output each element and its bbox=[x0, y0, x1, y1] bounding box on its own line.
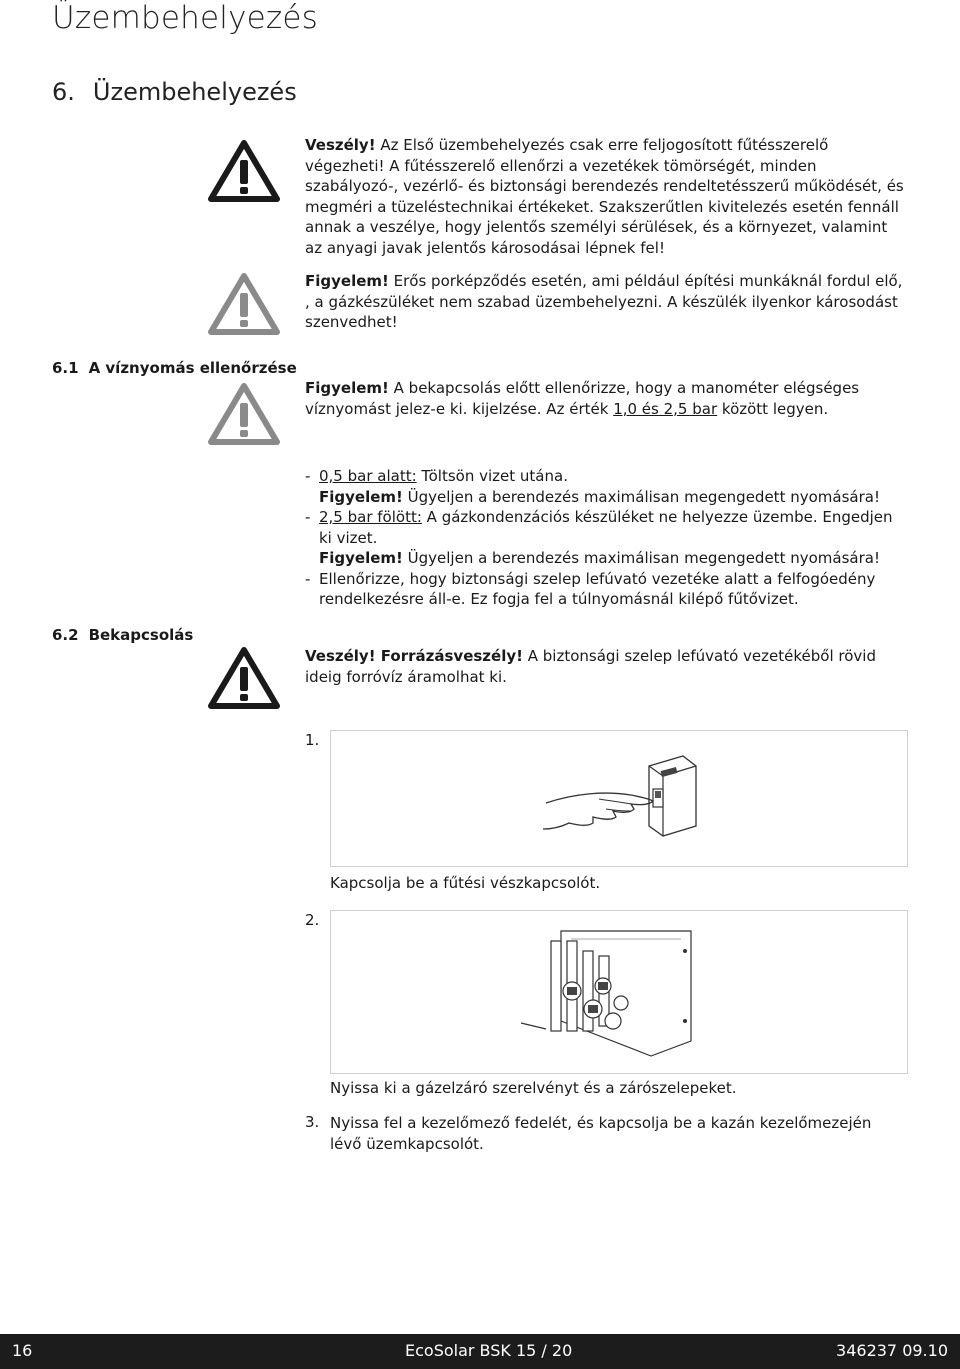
caution-label: Figyelem! bbox=[305, 272, 389, 290]
section-number: 6.2 bbox=[52, 626, 79, 644]
section-heading-6-2 bbox=[52, 626, 193, 644]
section-title: Bekapcsolás bbox=[88, 626, 194, 644]
page-header-title: Üzembehelyezés bbox=[52, 0, 319, 36]
section-heading-6-1 bbox=[52, 359, 297, 377]
step-caption: Nyissa ki a gázelzáró szerelvényt és a zárószelepeket. bbox=[330, 1079, 737, 1097]
step-number: 3. bbox=[305, 1113, 320, 1131]
step-number: 2. bbox=[305, 911, 320, 929]
danger-text: A biztonsági szelep lefúvató vezetékéből rövid ideig forróvíz áramolhat ki. bbox=[305, 647, 876, 686]
note-text: A bekapcsolás előtt ellenőrizze, hogy a manométer elégséges víznyomást jelez-e ki. kijelzése. Az érték bbox=[305, 379, 860, 418]
pressure-checklist bbox=[305, 466, 905, 610]
emergency-switch-illustration bbox=[330, 730, 908, 867]
pressure-note bbox=[305, 378, 905, 419]
section-title: A víznyomás ellenőrzése bbox=[88, 359, 297, 377]
sub-note-text: Ügyeljen a berendezés maximálisan megengedett nyomására! bbox=[407, 549, 880, 567]
chapter-title bbox=[52, 78, 297, 106]
document-number: 346237 09.10 bbox=[836, 1341, 948, 1360]
caution-text: Erős porképződés esetén, ami például építési munkáknál fordul elő, , a gázkészüléket nem szabad üzembehelyezni. A készülék ilyenkor károsodást szenvedhet! bbox=[305, 272, 903, 331]
chapter-title-text: Üzembehelyezés bbox=[92, 78, 297, 106]
step-number: 1. bbox=[305, 731, 320, 749]
item-text: Ellenőrizze, hogy biztonsági szelep lefúvató vezetéke alatt a felfogóedény rendelkezésre áll-e. Ez fogja fel a túlnyomásnál kilépő fűtővizet. bbox=[319, 569, 876, 608]
list-item: - Ellenőrizze, hogy biztonsági szelep lefúvató vezetéke alatt a felfogóedény rendelkezésre áll-e. Ez fogja fel a túlnyomásnál kilépő fűtővizet. bbox=[305, 569, 876, 608]
danger-paragraph bbox=[305, 135, 905, 258]
step-caption: Kapcsolja be a fűtési vészkapcsolót. bbox=[330, 874, 601, 892]
scald-danger-paragraph bbox=[305, 646, 905, 687]
caution-paragraph bbox=[305, 271, 905, 333]
danger-warning-icon bbox=[208, 647, 280, 709]
condition-label: 2,5 bar fölött: bbox=[319, 508, 422, 526]
section-number: 6.1 bbox=[52, 359, 79, 377]
item-text: Töltsön vizet utána. bbox=[421, 467, 568, 485]
pressure-range: 1,0 és 2,5 bar bbox=[613, 399, 718, 418]
note-text-end: között legyen. bbox=[721, 399, 829, 418]
list-item: - 0,5 bar alatt: Töltsön vizet utána. Figyelem! Ügyeljen a berendezés maximálisan megengedett nyomására! bbox=[305, 467, 880, 506]
sub-note-text: Ügyeljen a berendezés maximálisan megengedett nyomására! bbox=[407, 487, 880, 506]
list-item: - 2,5 bar fölött: A gázkondenzációs készüléket ne helyezze üzembe. Engedjen ki vizet. Figyelem! Ügyeljen a berendezés maximálisan megengedett nyomására! bbox=[305, 508, 893, 567]
item-text: A gázkondenzációs készüléket ne helyezze üzembe. Engedjen ki vizet. bbox=[319, 508, 893, 547]
danger-text: Az Első üzembehelyezés csak erre feljogosított fűtésszerelő végezheti! A fűtésszerelő ellenőrzi a vezetékek tömörségét, minden szabályozó-, vezérlő- és biztonsági berendezés rendeltetésszerű működését, és megméri a tüzeléstechnikai értékeket. Szakszerűtlen kivitelezés esetén fennáll annak a veszélye, hogy jelentős személyi sérülések, és a környezet, valamint az anyagi javak jelentős károsodásai lépnek fel! bbox=[305, 136, 904, 257]
step-caption: Nyissa fel a kezelőmező fedelét, és kapcsolja be a kazán kezelőmezején lévő üzemkapcsolót. bbox=[330, 1114, 872, 1153]
condition-label: 0,5 bar alatt: bbox=[319, 467, 417, 485]
page-footer bbox=[0, 1334, 960, 1369]
danger-label: Veszély! Forrázásveszély! bbox=[305, 647, 523, 665]
chapter-number: 6. bbox=[52, 78, 75, 106]
sub-note-label: Figyelem! bbox=[319, 487, 403, 506]
gas-valve-illustration bbox=[330, 910, 908, 1074]
danger-warning-icon bbox=[208, 140, 280, 202]
sub-note-label: Figyelem! bbox=[319, 549, 403, 567]
page-number: 16 bbox=[12, 1341, 33, 1360]
caution-warning-icon bbox=[208, 273, 280, 335]
danger-label: Veszély! bbox=[305, 136, 376, 154]
caution-warning-icon bbox=[208, 383, 280, 445]
note-label: Figyelem! bbox=[305, 379, 389, 397]
product-name: EcoSolar BSK 15 / 20 bbox=[405, 1341, 573, 1360]
